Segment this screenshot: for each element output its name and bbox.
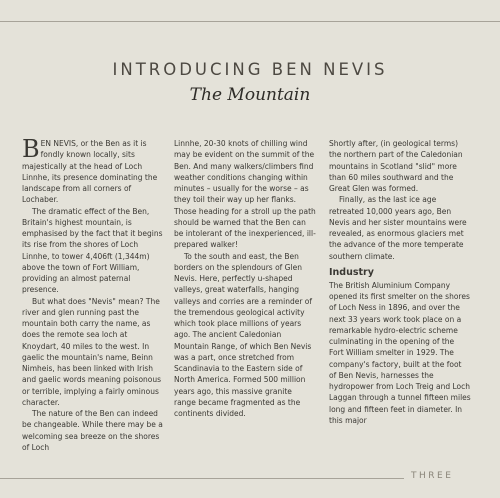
paragraph: Finally, as the last ice age retreated 10,000 years ago, Ben Nevis and her sister mountains were revealed, as enormous glaciers met the advance of the more temperate southern climate. (329, 195, 467, 261)
paragraph: The British Aluminium Company opened its first smelter on the shores of Loch Ness in 1896, and over the next 33 years work took place on a remarkable hydro-electric scheme culminating in the opening of the Fort William smelter in 1929. The company's factory, built at the foot of Ben Nevis, harnesses the hydropower from Loch Treig and Loch Laggan through a tunnel fifteen miles long and fifteen feet in diameter. In this major (329, 280, 471, 425)
top-rule (0, 21, 500, 22)
text-column-3 (329, 138, 471, 426)
paragraph: Shortly after, (in geological terms) the northern part of the Caledonian mountains in Scotland "slid" more than 60 miles southward and the Great Glen was formed. (329, 139, 463, 193)
paragraph: Linnhe, 20-30 knots of chilling wind may be evident on the summit of the Ben. And many walkers/climbers find weather conditions changing within minutes – usually for the worse – as they toil their way up her flanks. Those heading for a stroll up the path should be warned that the Ben can be intolerant of the inexperienced, ill-prepared walker! (174, 139, 316, 250)
intro-paragraph (22, 135, 164, 206)
section-heading-industry: Industry (329, 266, 374, 278)
paragraph: To the south and east, the Ben borders on the splendours of Glen Nevis. Here, perfectly u-shaped valleys, great waterfalls, hanging valleys and corries are a reminder of the tremendous geological activity which took place millions of years ago. The ancient Caledonian Mountain Range, of which Ben Nevis was a part, once stretched from Scandinavia to the Eastern side of North America. Formed 500 million years ago, this massive granite range became fragmented as the continents divided. (174, 251, 313, 418)
bottom-rule (0, 478, 404, 479)
page-title: INTRODUCING BEN NEVIS (112, 60, 388, 79)
paragraph: The dramatic effect of the Ben, Britain's highest mountain, is emphasised by the fact that it begins its rise from the shores of Loch Linnhe, to tower 4,406ft (1,344m) above the town of Fort William, providing an almost paternal presence. (22, 206, 163, 295)
paragraph: But what does "Nevis" mean? The river and glen running past the mountain both carry the name, as does the remote sea loch at Knoydart, 40 miles to the west. In gaelic the mountain's name, Beinn Nimheis, has been linked with Irish and gaelic words meaning poisonous or terrible, implying a fairly ominous character. (22, 296, 162, 407)
page-subtitle: The Mountain (189, 85, 311, 105)
paragraph-text: EN NEVIS, or the Ben as it is fondly known locally, sits majestically at the head of Loch Linnhe, its presence dominating the landscape from all corners of Lochaber. (22, 139, 158, 205)
drop-cap: B (22, 135, 40, 163)
page-number: THREE (411, 471, 454, 481)
paragraph: The nature of the Ben can indeed be changeable. While there may be a welcoming sea breeze on the shores of Loch (22, 409, 163, 452)
text-column-1 (22, 135, 164, 453)
text-column-2 (174, 138, 316, 419)
